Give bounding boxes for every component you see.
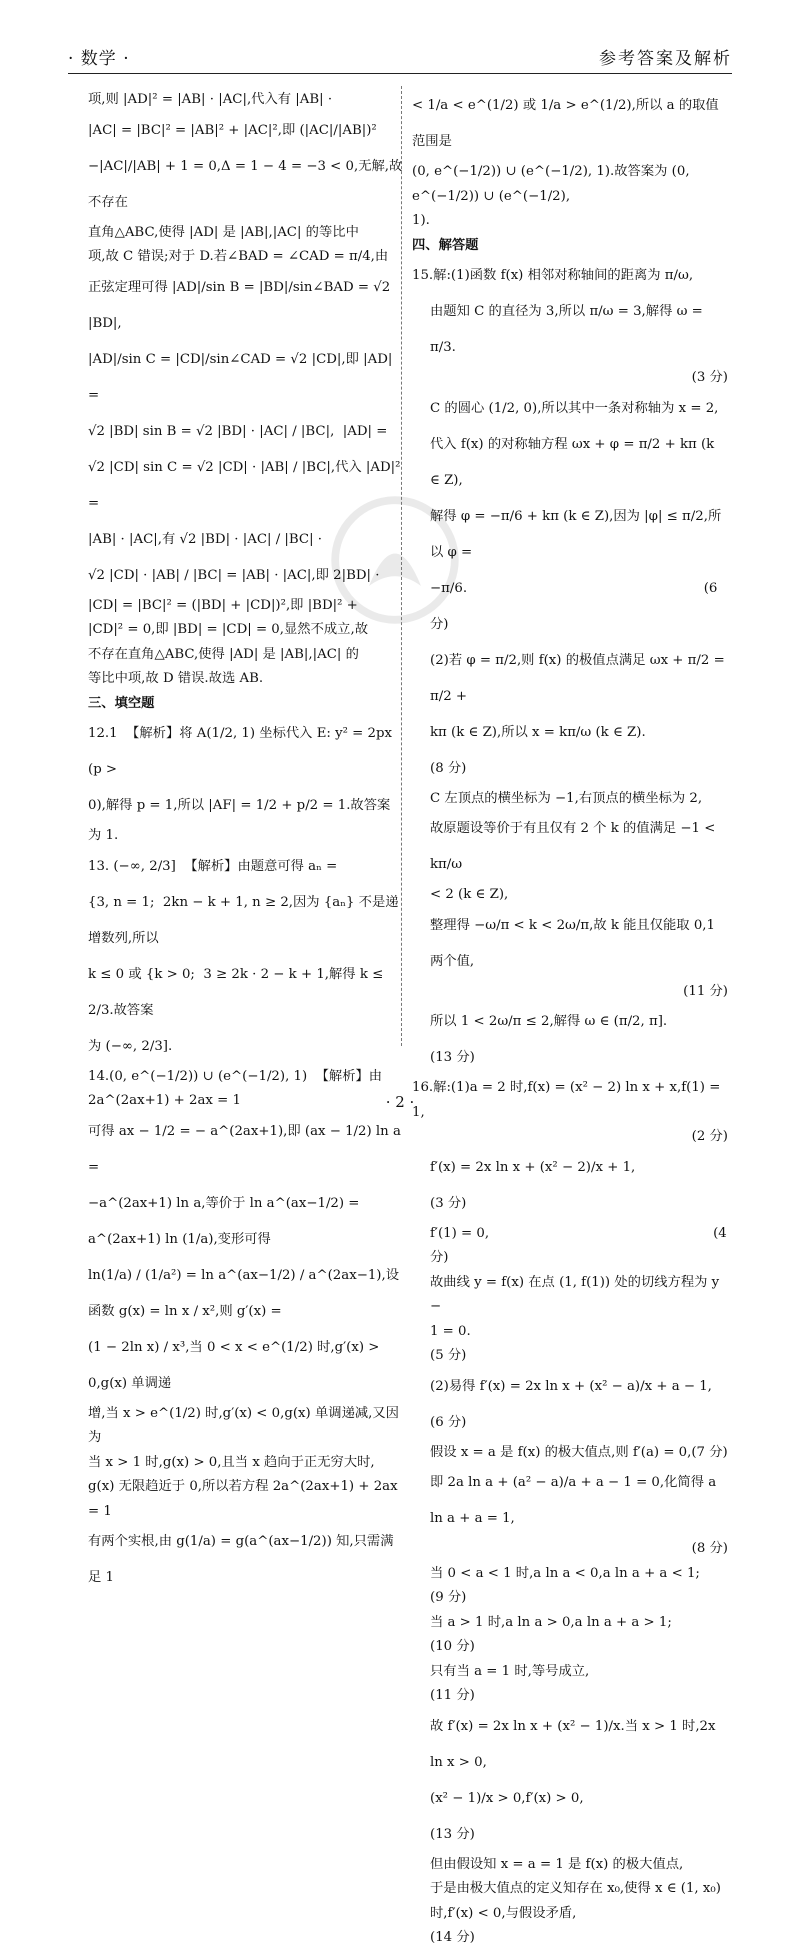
text-line: 为 1.	[88, 828, 119, 843]
text-line: 1).	[412, 213, 430, 228]
text-line: 正弦定理可得 |AD|/sin B = |BD|/sin∠BAD = √2 |BD|,	[88, 279, 395, 331]
page-header	[68, 44, 732, 70]
score-mark: (2 分)	[691, 1129, 728, 1144]
text-line: 故原题设等价于有且仅有 2 个 k 的值满足 −1 < kπ/ω	[430, 821, 720, 872]
text-line: √2 |CD| · |AB| / |BC| = |AB| · |AC|,即 2|BD| ·	[88, 567, 380, 583]
text-line: < 1/a < e^(1/2) 或 1/a > e^(1/2),所以 a 的取值范围是	[412, 98, 719, 149]
section-heading: 三、填空题	[88, 695, 155, 711]
text-line: g(x) 无限趋近于 0,所以若方程 2a^(2ax+1) + 2ax = 1	[88, 1479, 402, 1519]
subject-label: · 数学 ·	[68, 49, 130, 69]
text-line: 项,故 C 错误;对于 D.若∠BAD = ∠CAD = π/4,由	[88, 249, 389, 264]
text-line: (2)易得 f′(x) = 2x ln x + (x² − a)/x + a − 1, (6 分)	[430, 1378, 755, 1430]
text-line: 所以 1 < 2ω/π ≤ 2,解得 ω ∈ (π/2, π]. (13 分)	[430, 1014, 748, 1065]
text-line: C 的圆心 (1/2, 0),所以其中一条对称轴为 x = 2,	[430, 400, 719, 416]
score-mark: (3 分)	[691, 370, 728, 385]
text-line: f′(x) = 2x ln x + (x² − 2)/x + 1, (3 分)	[430, 1159, 733, 1211]
left-column	[88, 88, 404, 1596]
text-line: |AC| = |BC|² = |AB|² + |AC|²,即 (|AC|/|AB|)²	[88, 122, 377, 138]
page-title: 参考答案及解析	[599, 49, 732, 69]
text-line: 为 (−∞, 2/3].	[88, 1038, 173, 1054]
text-line: 故曲线 y = f(x) 在点 (1, f(1)) 处的切线方程为 y −	[430, 1274, 724, 1314]
text-line: 可得 ax − 1/2 = − a^(2ax+1),即 (ax − 1/2) ln a =	[88, 1123, 406, 1175]
text-line: 0),解得 p = 1,所以 |AF| = 1/2 + p/2 = 1.故答案	[88, 798, 391, 813]
text-line: √2 |BD| sin B = √2 |BD| · |AC| / |BC|, |AD| =	[88, 423, 388, 439]
text-line: 12.1 【解析】将 A(1/2, 1) 坐标代入 E: y² = 2px (p >	[88, 726, 397, 777]
text-line: 当 x > 1 时,g(x) > 0,且当 x 趋向于正无穷大时,	[88, 1454, 375, 1470]
text-line: 当 0 < a < 1 时,a ln a < 0,a ln a + a < 1; (9 分)	[430, 1565, 755, 1605]
page-number: · 2 ·	[385, 1093, 415, 1111]
text-line: 增,当 x > e^(1/2) 时,g′(x) < 0,g(x) 单调递减,又因为	[88, 1405, 399, 1445]
text-line: 16.解:(1)a = 2 时,f(x) = (x² − 2) ln x + x,f(1) = 1,	[412, 1080, 725, 1120]
text-line: 假设 x = a 是 f(x) 的极大值点,则 f′(a) = 0,(7 分)	[430, 1444, 728, 1460]
text-line: f′(1) = 0, (4 分)	[430, 1225, 731, 1265]
text-line: −|AC|/|AB| + 1 = 0,Δ = 1 − 4 = −3 < 0,无解,故不存在	[88, 158, 403, 210]
header-rule	[68, 73, 732, 74]
text-line: C 左顶点的横坐标为 −1,右顶点的横坐标为 2,	[430, 790, 703, 806]
text-line: kπ (k ∈ Z),所以 x = kπ/ω (k ∈ Z). (8 分)	[430, 724, 748, 776]
text-line: 15.解:(1)函数 f(x) 相邻对称轴间的距离为 π/ω,	[412, 268, 694, 283]
text-line: 等比中项,故 D 错误.故选 AB.	[88, 671, 264, 686]
text-line: (0, e^(−1/2)) ∪ (e^(−1/2), 1).故答案为 (0, e^(−1/2)) ∪ (e^(−1/2),	[412, 164, 694, 204]
text-line: −a^(2ax+1) ln a,等价于 ln a^(ax−1/2) = a^(2ax+1) ln (1/a),变形可得	[88, 1195, 364, 1247]
text-line: −π/6. (6 分)	[430, 580, 722, 632]
text-line: |CD| = |BC|² = (|BD| + |CD|)²,即 |BD|² +	[88, 597, 358, 613]
text-line: |CD|² = 0,即 |BD| = |CD| = 0,显然不成立,故	[88, 622, 369, 637]
text-line: {3, n = 1; 2kn − k + 1, n ≥ 2,因为 {aₙ} 不是递增数列,所以	[88, 894, 399, 946]
text-line: k ≤ 0 或 {k > 0; 3 ≥ 2k · 2 − k + 1,解得 k ≤ 2/3.故答案	[88, 966, 388, 1018]
right-column	[412, 88, 755, 1951]
score-mark: (8 分)	[691, 1541, 728, 1556]
text-line: 故 f′(x) = 2x ln x + (x² − 1)/x.当 x > 1 时,2x ln x > 0,	[430, 1718, 720, 1770]
text-line: < 2 (k ∈ Z),	[430, 887, 509, 902]
text-line: 直角△ABC,使得 |AD| 是 |AB|,|AC| 的等比中	[88, 224, 359, 240]
text-line: 代入 f(x) 的对称轴方程 ωx + φ = π/2 + kπ (k ∈ Z),	[430, 436, 719, 488]
text-line: 1 = 0. (5 分)	[430, 1323, 716, 1363]
text-line: |AB| · |AC|,有 √2 |BD| · |AC| / |BC| ·	[88, 531, 323, 547]
text-line: 项,则 |AD|² = |AB| · |AC|,代入有 |AB| ·	[88, 92, 333, 107]
text-line: (2)若 φ = π/2,则 f(x) 的极值点满足 ωx + π/2 = π/2 +	[430, 652, 729, 704]
text-line: 不存在直角△ABC,使得 |AD| 是 |AB|,|AC| 的	[88, 646, 359, 662]
text-line: 有两个实根,由 g(1/a) = g(a^(ax−1/2)) 知,只需满足 1	[88, 1534, 394, 1585]
text-line: 但由假设知 x = a = 1 是 f(x) 的极大值点,	[430, 1856, 684, 1872]
text-line: 解得 φ = −π/6 + kπ (k ∈ Z),因为 |φ| ≤ π/2,所以 φ =	[430, 508, 722, 560]
text-line: ln(1/a) / (1/a²) = ln a^(ax−1/2) / a^(2ax−1),设函数 g(x) = ln x / x²,则 g′(x) =	[88, 1267, 400, 1319]
text-line: 当 a > 1 时,a ln a > 0,a ln a + a > 1; (10 分)	[430, 1614, 744, 1654]
section-heading: 四、解答题	[412, 237, 479, 253]
text-line: 时,f′(x) < 0,与假设矛盾, (14 分)	[430, 1905, 721, 1945]
text-line: (x² − 1)/x > 0,f′(x) > 0, (13 分)	[430, 1790, 736, 1842]
text-line: |AD|/sin C = |CD|/sin∠CAD = √2 |CD|,即 |AD| =	[88, 351, 397, 403]
score-mark: (11 分)	[683, 983, 728, 999]
text-line: 只有当 a = 1 时,等号成立, (11 分)	[430, 1663, 733, 1703]
text-line: (1 − 2ln x) / x³,当 0 < x < e^(1/2) 时,g′(x) > 0,g(x) 单调递	[88, 1339, 384, 1391]
text-line: 于是由极大值点的定义知存在 x₀,使得 x ∈ (1, x₀)	[430, 1881, 721, 1896]
text-line: 14.(0, e^(−1/2)) ∪ (e^(−1/2), 1) 【解析】由 2a^(2ax+1) + 2ax = 1	[88, 1068, 387, 1108]
text-line: 13. (−∞, 2/3] 【解析】由题意可得 aₙ =	[88, 858, 338, 874]
text-line: 即 2a ln a + (a² − a)/a + a − 1 = 0,化简得 a ln a + a = 1,	[430, 1475, 721, 1526]
text-line: √2 |CD| sin C = √2 |CD| · |AB| / |BC|,代入 |AD|² =	[88, 459, 405, 511]
text-line: 整理得 −ω/π < k < 2ω/π,故 k 能且仅能取 0,1 两个值,	[430, 917, 720, 969]
text-line: 由题知 C 的直径为 3,所以 π/ω = 3,解得 ω = π/3.	[430, 304, 708, 355]
